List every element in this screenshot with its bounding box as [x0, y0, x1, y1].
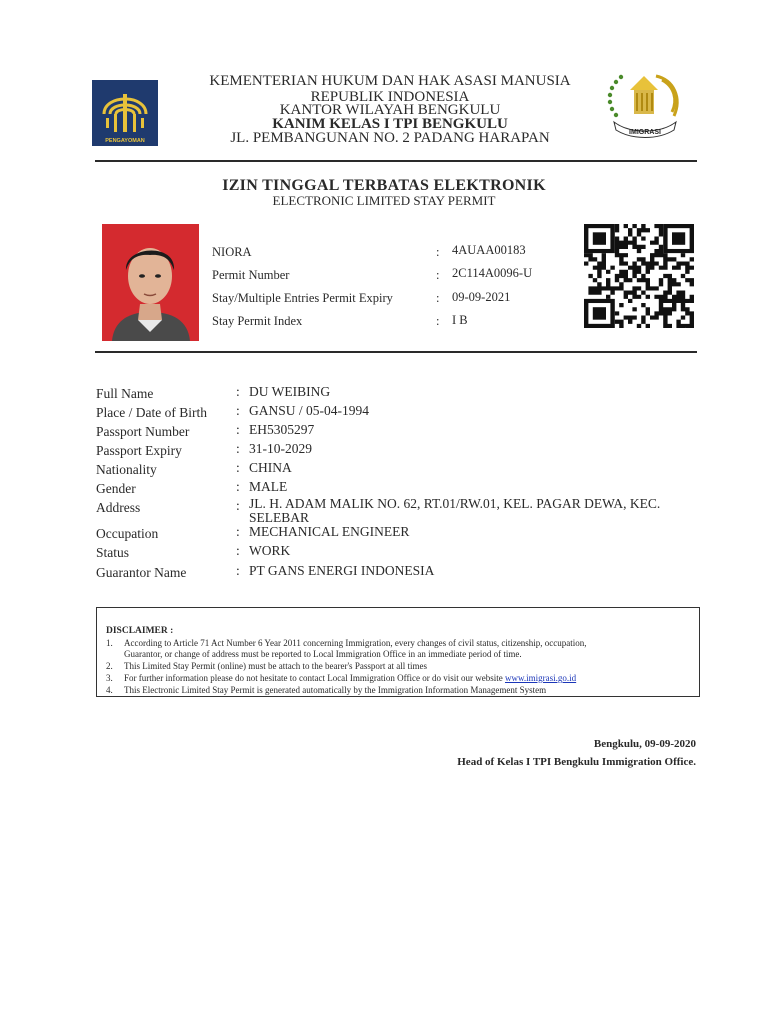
document-subtitle: ELECTRONIC LIMITED STAY PERMIT — [272, 193, 496, 208]
logo-right-text: IMIGRASI — [629, 129, 661, 136]
colon: : — [236, 460, 240, 475]
qr-finder-pattern — [663, 224, 694, 253]
qr-finder-pattern — [584, 224, 615, 253]
gender-value: MALE — [249, 479, 288, 494]
disclaimer-item-number: 3. — [106, 673, 113, 683]
disclaimer-item-1-line2: Guarantor, or change of address must be reported to Local Immigration Office in an immediate period of time. — [124, 649, 522, 659]
disclaimer-title: DISCLAIMER : — [106, 626, 174, 636]
office-name: KANIM KELAS I TPI BENGKULU — [272, 116, 508, 132]
full-name-label: Full Name — [96, 386, 154, 401]
stay-permit-index-label: Stay Permit Index — [212, 314, 303, 328]
regional-office: KANTOR WILAYAH BENGKULU — [279, 102, 501, 118]
occupation-label: Occupation — [96, 526, 159, 541]
sign-place-date: Bengkulu, 09-09-2020 — [593, 738, 696, 750]
colon: : — [436, 314, 440, 328]
imigrasi-emblem-icon — [600, 68, 690, 144]
permit-number-value: 2C114A0096-U — [452, 266, 533, 280]
passport-number-label: Passport Number — [96, 424, 190, 439]
colon: : — [236, 498, 240, 513]
republic-name: REPUBLIK INDONESIA — [310, 89, 470, 105]
passport-expiry-label: Passport Expiry — [96, 443, 182, 458]
qr-finder-pattern — [584, 299, 615, 328]
logo-left-text: PENGAYOMAN — [105, 138, 145, 144]
guarantor-value: PT GANS ENERGI INDONESIA — [249, 563, 435, 578]
niora-value: 4AUAA00183 — [452, 243, 526, 257]
colon: : — [236, 543, 240, 558]
colon: : — [236, 524, 240, 539]
nationality-value: CHINA — [249, 460, 292, 475]
imigrasi-website-link[interactable]: www.imigrasi.go.id — [504, 673, 577, 683]
permit-number-label: Permit Number — [212, 268, 290, 282]
ministry-name: KEMENTERIAN HUKUM DAN HAK ASASI MANUSIA — [209, 73, 571, 89]
permit-expiry-value: 09-09-2021 — [452, 290, 511, 304]
status-value: WORK — [249, 543, 291, 558]
passport-expiry-value: 31-10-2029 — [249, 441, 312, 456]
document-title: IZIN TINGGAL TERBATAS ELEKTRONIK — [222, 177, 546, 194]
colon: : — [236, 563, 240, 578]
status-label: Status — [96, 545, 130, 560]
person-silhouette-icon — [102, 224, 199, 341]
colon: : — [236, 441, 240, 456]
colon: : — [436, 291, 440, 305]
passport-number-value: EH5305297 — [249, 422, 315, 437]
stay-permit-index-value: I B — [452, 313, 468, 327]
header-divider — [95, 160, 697, 162]
nationality-label: Nationality — [96, 462, 157, 477]
colon: : — [236, 479, 240, 494]
full-name-value: DU WEIBING — [249, 384, 331, 399]
holder-photo — [102, 224, 199, 341]
pengayoman-logo — [92, 80, 158, 146]
disclaimer-item-2: This Limited Stay Permit (online) must be attach to the bearer's Passport at all times — [124, 661, 428, 671]
disclaimer-item-4: This Electronic Limited Stay Permit is generated automatically by the Immigration Information Management System — [124, 685, 547, 695]
qr-code-icon — [584, 224, 694, 328]
signing-office: Head of Kelas I TPI Bengkulu Immigration Office. — [457, 756, 696, 768]
imigrasi-logo — [600, 68, 690, 144]
guarantor-label: Guarantor Name — [96, 565, 187, 580]
permit-divider — [95, 351, 697, 353]
disclaimer-item-number: 4. — [106, 685, 113, 695]
office-address: JL. PEMBANGUNAN NO. 2 PADANG HARAPAN — [230, 130, 550, 146]
disclaimer-item-1: According to Article 71 Act Number 6 Year 2011 concerning Immigration, every changes of civil status, citizenship, occupation, — [124, 638, 587, 648]
colon: : — [236, 403, 240, 418]
address-value-line2: SELEBAR — [249, 510, 310, 525]
gender-label: Gender — [96, 481, 136, 496]
colon: : — [436, 245, 440, 259]
pengayoman-tree-icon — [92, 80, 158, 146]
disclaimer-item-number: 2. — [106, 661, 113, 671]
birth-label: Place / Date of Birth — [96, 405, 207, 420]
address-label: Address — [96, 500, 141, 515]
niora-label: NIORA — [212, 245, 252, 259]
disclaimer-item-3 — [124, 673, 576, 683]
colon: : — [436, 268, 440, 282]
disclaimer-item-number: 1. — [106, 638, 113, 648]
qr-code-graphic — [584, 224, 694, 328]
colon: : — [236, 422, 240, 437]
birth-value: GANSU / 05-04-1994 — [249, 403, 369, 418]
colon: : — [236, 384, 240, 399]
occupation-value: MECHANICAL ENGINEER — [249, 524, 410, 539]
address-value: JL. H. ADAM MALIK NO. 62, RT.01/RW.01, KEL. PAGAR DEWA, KEC. — [249, 496, 661, 511]
permit-expiry-label: Stay/Multiple Entries Permit Expiry — [212, 291, 393, 305]
disclaimer-item-3-text: For further information please do not hesitate to contact Local Immigration Office or do visit our website — [124, 673, 505, 683]
